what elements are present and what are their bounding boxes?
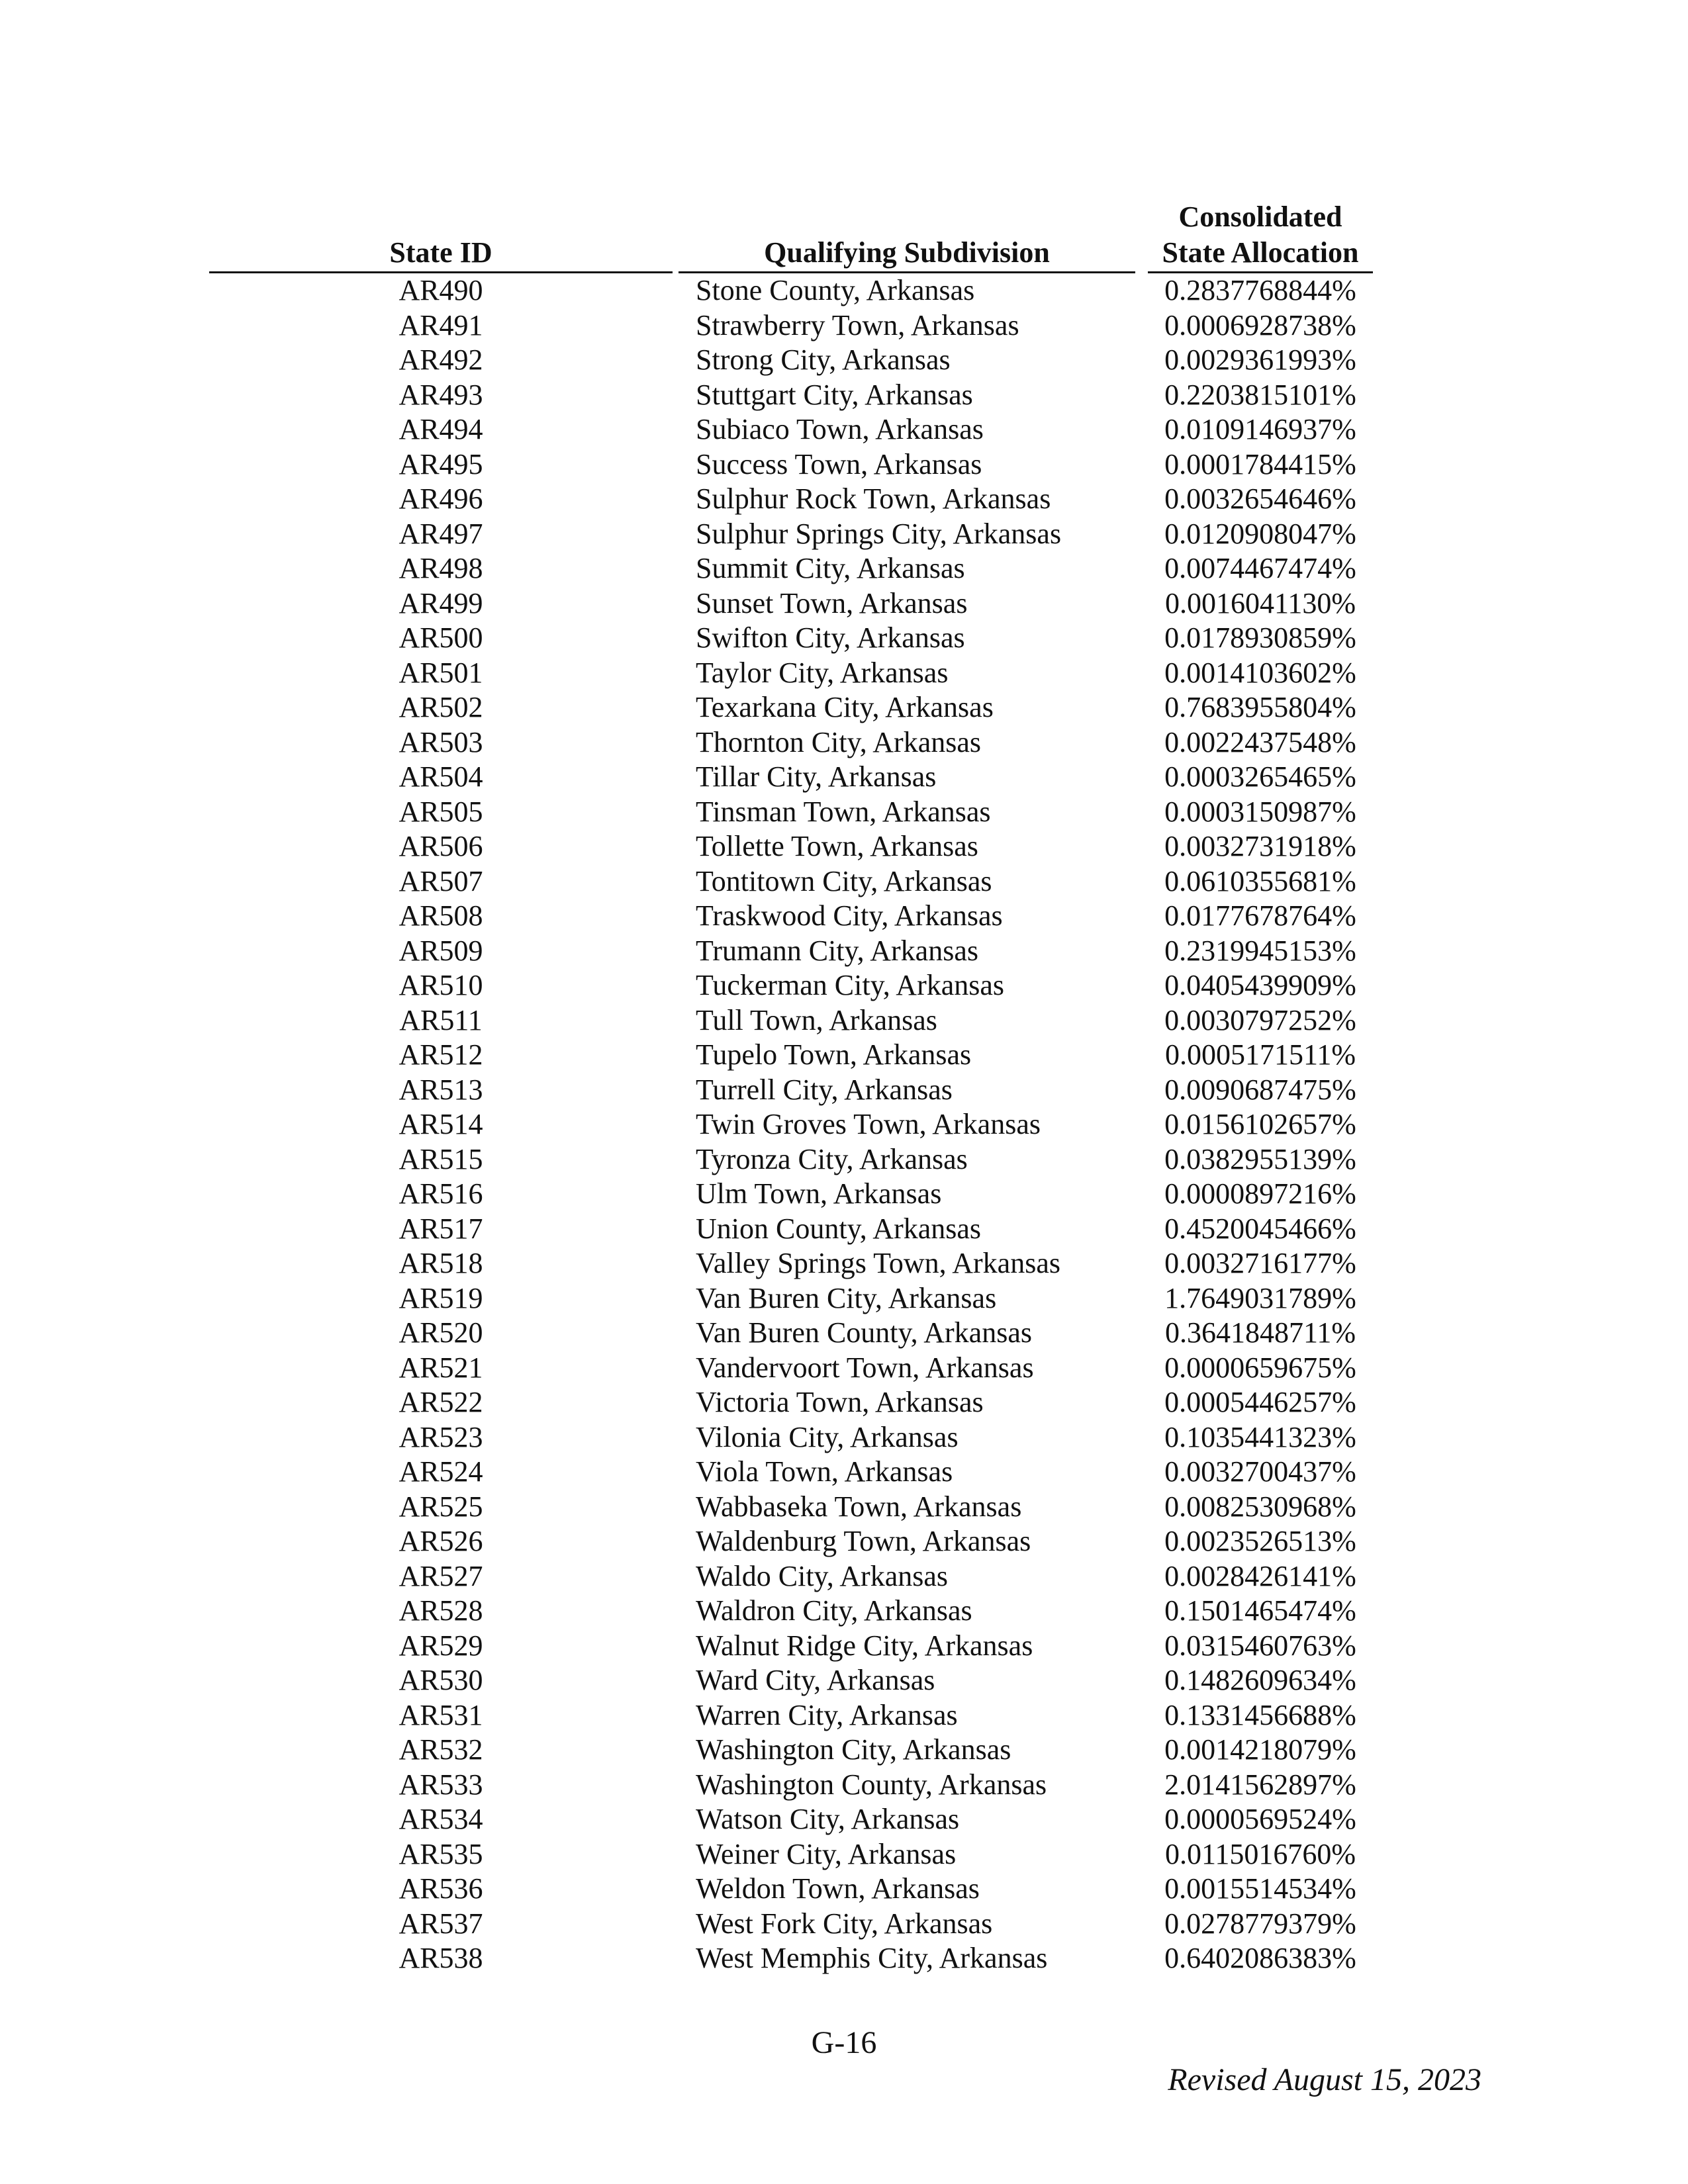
state-id-cell: AR521	[399, 1351, 483, 1384]
allocation-cell: 0.0000897216%	[1164, 1177, 1356, 1210]
subdivision-cell: Swifton City, Arkansas	[696, 621, 965, 654]
table-row	[0, 1073, 1688, 1108]
subdivision-cell: Taylor City, Arkansas	[696, 656, 949, 689]
state-id-cell: AR512	[399, 1038, 483, 1071]
table-row	[0, 517, 1688, 552]
table-row	[0, 1142, 1688, 1177]
subdivision-cell: Tollette Town, Arkansas	[696, 830, 978, 862]
state-id-cell: AR533	[399, 1768, 483, 1801]
state-id-cell: AR490	[399, 274, 483, 306]
state-id-cell: AR514	[399, 1108, 483, 1140]
page-number: G-16	[811, 2025, 877, 2060]
allocation-cell: 0.0014103602%	[1164, 656, 1356, 689]
state-id-cell: AR510	[399, 969, 483, 1001]
subdivision-cell: Success Town, Arkansas	[696, 447, 982, 480]
table-row	[0, 308, 1688, 343]
subdivision-cell: Turrell City, Arkansas	[696, 1073, 953, 1106]
state-id-cell: AR531	[399, 1698, 483, 1731]
state-id-cell: AR494	[399, 413, 483, 445]
state-id-cell: AR516	[399, 1177, 483, 1210]
table-row	[0, 934, 1688, 969]
allocation-cell: 0.0109146937%	[1164, 413, 1356, 445]
table-row	[0, 1455, 1688, 1490]
allocation-cell: 0.0003265465%	[1164, 760, 1356, 793]
subdivision-cell: Viola Town, Arkansas	[696, 1455, 953, 1488]
table-row	[0, 1524, 1688, 1559]
allocation-cell: 0.1501465474%	[1164, 1594, 1356, 1627]
table-row	[0, 968, 1688, 1003]
table-row	[0, 1663, 1688, 1698]
subdivision-cell: Vilonia City, Arkansas	[696, 1420, 959, 1453]
subdivision-cell: Summit City, Arkansas	[696, 552, 965, 584]
allocation-cell: 0.0030797252%	[1164, 1003, 1356, 1036]
allocation-cell: 0.1331456688%	[1164, 1698, 1356, 1731]
allocation-cell: 0.0074467474%	[1164, 552, 1356, 584]
allocation-cell: 0.0032700437%	[1164, 1455, 1356, 1488]
allocation-cell: 0.0610355681%	[1164, 864, 1356, 897]
table-row	[0, 1281, 1688, 1316]
table-row	[0, 1802, 1688, 1837]
subdivision-cell: Weiner City, Arkansas	[696, 1837, 957, 1870]
table-row	[0, 1907, 1688, 1942]
allocation-table-body	[0, 273, 1688, 1976]
allocation-cell: 0.0278779379%	[1164, 1907, 1356, 1940]
subdivision-cell: Ulm Town, Arkansas	[696, 1177, 942, 1210]
table-row	[0, 1941, 1688, 1976]
allocation-cell: 0.0000659675%	[1164, 1351, 1356, 1384]
subdivision-cell: Strawberry Town, Arkansas	[696, 308, 1019, 341]
allocation-cell: 0.0177678764%	[1164, 899, 1356, 932]
subdivision-cell: Sunset Town, Arkansas	[696, 586, 968, 619]
state-id-cell: AR532	[399, 1733, 483, 1766]
table-row	[0, 1212, 1688, 1247]
table-row	[0, 482, 1688, 517]
allocation-cell: 0.0082530968%	[1164, 1490, 1356, 1523]
table-row	[0, 1872, 1688, 1907]
subdivision-cell: Tillar City, Arkansas	[696, 760, 937, 793]
state-id-cell: AR509	[399, 934, 483, 967]
allocation-cell: 0.0032731918%	[1164, 830, 1356, 862]
table-row	[0, 1003, 1688, 1038]
subdivision-cell: Texarkana City, Arkansas	[696, 691, 994, 723]
subdivision-cell: West Memphis City, Arkansas	[696, 1942, 1048, 1974]
state-id-cell: AR525	[399, 1490, 483, 1523]
subdivision-cell: West Fork City, Arkansas	[696, 1907, 993, 1940]
state-id-cell: AR534	[399, 1803, 483, 1835]
table-row	[0, 760, 1688, 795]
allocation-cell: 0.2837768844%	[1164, 274, 1356, 306]
table-row	[0, 1351, 1688, 1386]
allocation-cell: 0.0015514534%	[1164, 1872, 1356, 1905]
subdivision-cell: Van Buren City, Arkansas	[696, 1281, 997, 1314]
allocation-cell: 0.0022437548%	[1164, 725, 1356, 758]
state-id-cell: AR493	[399, 378, 483, 411]
state-id-cell: AR511	[399, 1003, 483, 1036]
allocation-cell: 2.0141562897%	[1164, 1768, 1356, 1801]
subdivision-cell: Subiaco Town, Arkansas	[696, 413, 984, 445]
allocation-cell: 0.0156102657%	[1164, 1108, 1356, 1140]
table-row	[0, 1559, 1688, 1594]
state-id-cell: AR501	[399, 656, 483, 689]
subdivision-cell: Weldon Town, Arkansas	[696, 1872, 980, 1905]
state-id-cell: AR513	[399, 1073, 483, 1106]
table-row	[0, 447, 1688, 482]
table-row	[0, 378, 1688, 413]
table-row	[0, 1420, 1688, 1455]
subdivision-cell: Watson City, Arkansas	[696, 1803, 960, 1835]
table-row	[0, 412, 1688, 447]
allocation-cell: 0.1482609634%	[1164, 1664, 1356, 1696]
allocation-cell: 0.7683955804%	[1164, 691, 1356, 723]
allocation-cell: 0.4520045466%	[1164, 1212, 1356, 1245]
allocation-cell: 0.0016041130%	[1164, 586, 1356, 619]
subdivision-cell: Walnut Ridge City, Arkansas	[696, 1629, 1033, 1662]
table-row	[0, 829, 1688, 864]
allocation-cell: 0.0382955139%	[1164, 1142, 1356, 1175]
subdivision-cell: Waldron City, Arkansas	[696, 1594, 972, 1627]
allocation-cell: 0.0090687475%	[1164, 1073, 1356, 1106]
state-id-cell: AR536	[399, 1872, 483, 1905]
subdivision-cell: Strong City, Arkansas	[696, 343, 951, 376]
table-row	[0, 551, 1688, 586]
subdivision-cell: Stone County, Arkansas	[696, 274, 975, 306]
table-row	[0, 1594, 1688, 1629]
subdivision-cell: Waldo City, Arkansas	[696, 1559, 949, 1592]
state-id-cell: AR518	[399, 1247, 483, 1279]
allocation-cell: 0.0115016760%	[1164, 1837, 1356, 1870]
allocation-cell: 0.3641848711%	[1164, 1316, 1356, 1349]
state-id-cell: AR502	[399, 691, 483, 723]
state-id-cell: AR535	[399, 1837, 483, 1870]
table-row	[0, 899, 1688, 934]
state-id-cell: AR491	[399, 308, 483, 341]
table-row	[0, 1629, 1688, 1664]
subdivision-cell: Washington City, Arkansas	[696, 1733, 1011, 1766]
state-id-cell: AR506	[399, 830, 483, 862]
state-id-cell: AR508	[399, 899, 483, 932]
subdivision-cell: Waldenburg Town, Arkansas	[696, 1525, 1031, 1557]
allocation-cell: 0.1035441323%	[1164, 1420, 1356, 1453]
table-row	[0, 690, 1688, 725]
state-id-cell: AR519	[399, 1281, 483, 1314]
allocation-cell: 0.0405439909%	[1164, 969, 1356, 1001]
allocation-cell: 0.0023526513%	[1164, 1525, 1356, 1557]
state-id-cell: AR515	[399, 1142, 483, 1175]
table-row	[0, 1768, 1688, 1803]
table-row	[0, 621, 1688, 656]
table-row	[0, 1698, 1688, 1733]
table-row	[0, 273, 1688, 308]
state-id-cell: AR529	[399, 1629, 483, 1662]
state-id-cell: AR498	[399, 552, 483, 584]
allocation-cell: 0.2203815101%	[1164, 378, 1356, 411]
allocation-cell: 0.0001784415%	[1164, 447, 1356, 480]
allocation-cell: 1.7649031789%	[1164, 1281, 1356, 1314]
table-row	[0, 1246, 1688, 1281]
table-row	[0, 1316, 1688, 1351]
column-header-allocation-line1: Consolidated	[1178, 201, 1342, 233]
revision-date: Revised August 15, 2023	[1168, 2062, 1481, 2097]
subdivision-cell: Vandervoort Town, Arkansas	[696, 1351, 1034, 1384]
allocation-cell: 0.0178930859%	[1164, 621, 1356, 654]
table-row	[0, 343, 1688, 378]
table-row	[0, 1490, 1688, 1525]
subdivision-cell: Union County, Arkansas	[696, 1212, 982, 1245]
subdivision-cell: Valley Springs Town, Arkansas	[696, 1247, 1060, 1279]
subdivision-cell: Tinsman Town, Arkansas	[696, 795, 991, 828]
allocation-cell: 0.0005171511%	[1164, 1038, 1356, 1071]
subdivision-cell: Warren City, Arkansas	[696, 1698, 958, 1731]
state-id-cell: AR500	[399, 621, 483, 654]
allocation-cell: 0.0003150987%	[1164, 795, 1356, 828]
subdivision-cell: Twin Groves Town, Arkansas	[696, 1108, 1041, 1140]
state-id-cell: AR492	[399, 343, 483, 376]
table-row	[0, 1107, 1688, 1142]
state-id-cell: AR524	[399, 1455, 483, 1488]
allocation-cell: 0.0014218079%	[1164, 1733, 1356, 1766]
allocation-cell: 0.0006928738%	[1164, 308, 1356, 341]
table-row	[0, 1837, 1688, 1872]
column-header-consolidated-state-allocation	[1148, 199, 1373, 271]
subdivision-cell: Wabbaseka Town, Arkansas	[696, 1490, 1022, 1523]
state-id-cell: AR520	[399, 1316, 483, 1349]
state-id-cell: AR528	[399, 1594, 483, 1627]
allocation-cell: 0.0028426141%	[1164, 1559, 1356, 1592]
state-id-cell: AR522	[399, 1386, 483, 1418]
allocation-cell: 0.6402086383%	[1164, 1942, 1356, 1974]
subdivision-cell: Thornton City, Arkansas	[696, 725, 981, 758]
allocation-cell: 0.0032716177%	[1164, 1247, 1356, 1279]
subdivision-cell: Sulphur Springs City, Arkansas	[696, 517, 1062, 550]
state-id-cell: AR503	[399, 725, 483, 758]
allocation-cell: 0.0000569524%	[1164, 1803, 1356, 1835]
allocation-cell: 0.2319945153%	[1164, 934, 1356, 967]
state-id-cell: AR526	[399, 1525, 483, 1557]
subdivision-cell: Van Buren County, Arkansas	[696, 1316, 1032, 1349]
allocation-cell: 0.0029361993%	[1164, 343, 1356, 376]
column-header-state-id: State ID	[389, 236, 492, 269]
table-row	[0, 1385, 1688, 1420]
subdivision-cell: Washington County, Arkansas	[696, 1768, 1047, 1801]
table-row	[0, 656, 1688, 691]
allocation-cell: 0.0315460763%	[1164, 1629, 1356, 1662]
subdivision-cell: Tuckerman City, Arkansas	[696, 969, 1005, 1001]
column-header-qualifying-subdivision: Qualifying Subdivision	[764, 236, 1050, 269]
allocation-cell: 0.0120908047%	[1164, 517, 1356, 550]
table-row	[0, 795, 1688, 830]
state-id-cell: AR505	[399, 795, 483, 828]
allocation-cell: 0.0005446257%	[1164, 1386, 1356, 1418]
table-row	[0, 1177, 1688, 1212]
state-id-cell: AR537	[399, 1907, 483, 1940]
state-id-cell: AR517	[399, 1212, 483, 1245]
state-id-cell: AR497	[399, 517, 483, 550]
state-id-cell: AR538	[399, 1942, 483, 1974]
subdivision-cell: Sulphur Rock Town, Arkansas	[696, 482, 1051, 515]
state-id-cell: AR496	[399, 482, 483, 515]
subdivision-cell: Tontitown City, Arkansas	[696, 864, 992, 897]
subdivision-cell: Tyronza City, Arkansas	[696, 1142, 968, 1175]
state-id-cell: AR527	[399, 1559, 483, 1592]
state-id-cell: AR507	[399, 864, 483, 897]
subdivision-cell: Trumann City, Arkansas	[696, 934, 978, 967]
table-row	[0, 1733, 1688, 1768]
state-id-cell: AR523	[399, 1420, 483, 1453]
table-row	[0, 725, 1688, 760]
state-id-cell: AR499	[399, 586, 483, 619]
table-row	[0, 586, 1688, 621]
subdivision-cell: Tull Town, Arkansas	[696, 1003, 937, 1036]
subdivision-cell: Stuttgart City, Arkansas	[696, 378, 973, 411]
subdivision-cell: Victoria Town, Arkansas	[696, 1386, 984, 1418]
state-id-cell: AR504	[399, 760, 483, 793]
subdivision-cell: Ward City, Arkansas	[696, 1664, 935, 1696]
state-id-cell: AR495	[399, 447, 483, 480]
table-row	[0, 864, 1688, 899]
subdivision-cell: Traskwood City, Arkansas	[696, 899, 1003, 932]
table-row	[0, 1038, 1688, 1073]
subdivision-cell: Tupelo Town, Arkansas	[696, 1038, 972, 1071]
allocation-cell: 0.0032654646%	[1164, 482, 1356, 515]
column-header-allocation-line2: State Allocation	[1162, 236, 1359, 269]
state-id-cell: AR530	[399, 1664, 483, 1696]
